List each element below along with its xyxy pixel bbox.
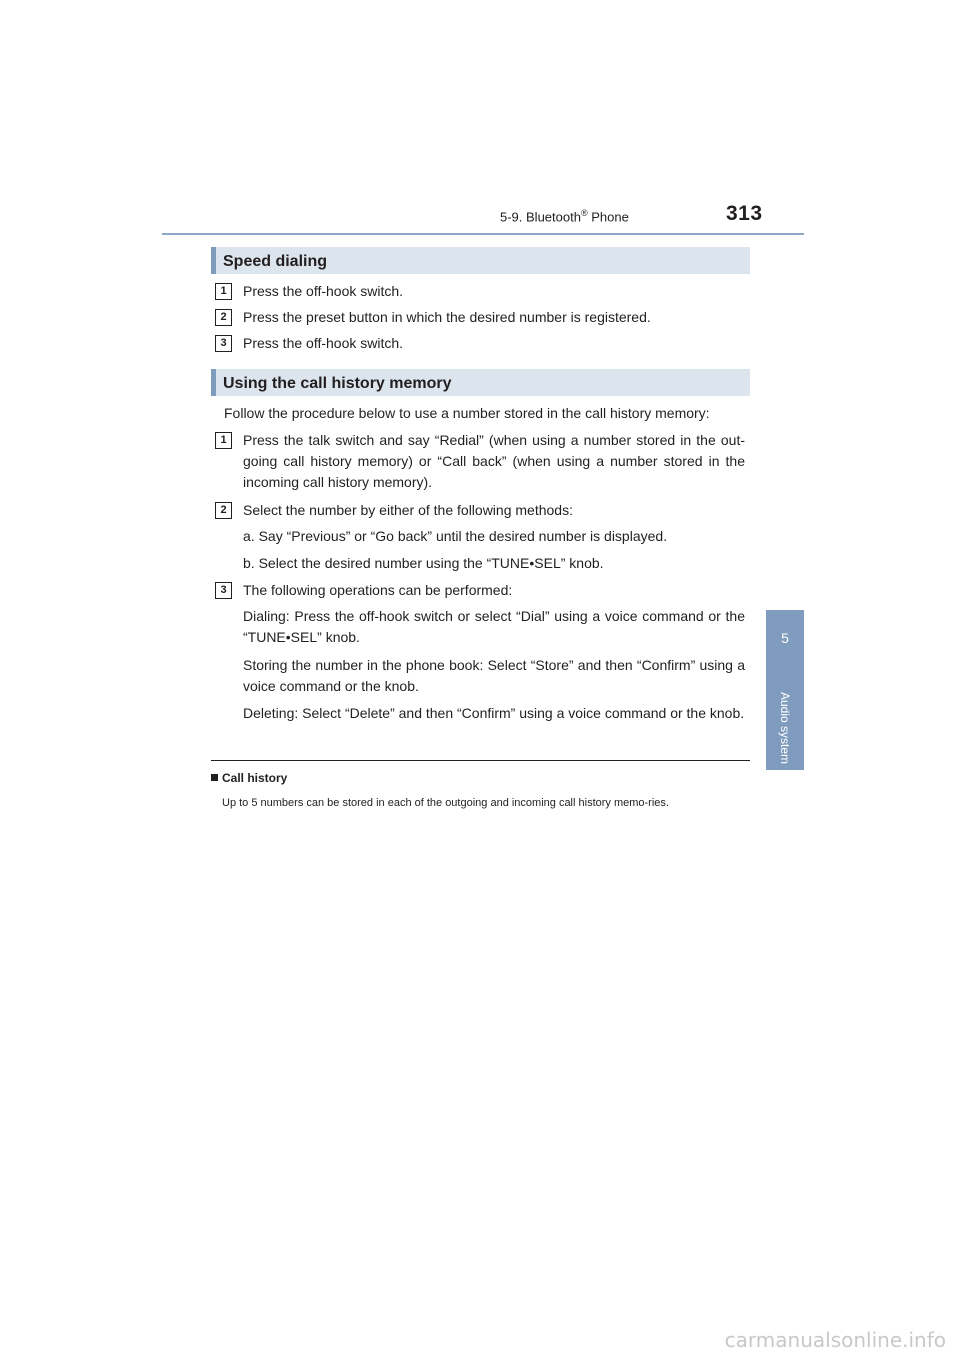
operation-storing: Storing the number in the phone book: Select “Store” and then “Confirm” using a voice command or the knob. bbox=[243, 657, 745, 694]
section-heading-text: Speed dialing bbox=[223, 253, 328, 270]
chapter-number: 5 bbox=[781, 630, 789, 646]
step-text: Press the off-hook switch. bbox=[243, 335, 404, 351]
step-text: The following operations can be performed: bbox=[243, 582, 513, 598]
page-number: 313 bbox=[726, 202, 763, 225]
notes-divider bbox=[211, 760, 750, 761]
chapter-label: Audio system bbox=[778, 691, 792, 765]
note-heading-text: Call history bbox=[222, 771, 288, 785]
step-number: 3 bbox=[215, 582, 232, 599]
registered-mark: ® bbox=[580, 208, 588, 218]
step-number: 1 bbox=[215, 432, 232, 449]
header-section-suffix: Phone bbox=[587, 209, 629, 225]
step-text: Press the talk switch and say “Redial” (when using a number stored in the out-going call history memory) or “Call back” (when using a number stored in the incoming call history memory). bbox=[243, 432, 745, 490]
method-a: a. Say “Previous” or “Go back” until the desired number is displayed. bbox=[243, 528, 668, 544]
heading-accent-bar bbox=[211, 247, 216, 274]
heading-accent-bar bbox=[211, 369, 216, 396]
section-heading-speed-dialing bbox=[211, 247, 750, 274]
note-body: Up to 5 numbers can be stored in each of the outgoing and incoming call history memo-ries. bbox=[222, 797, 669, 809]
step-text: Press the preset button in which the desired number is registered. bbox=[243, 309, 651, 325]
header-rule bbox=[162, 233, 804, 235]
chapter-label-box bbox=[766, 690, 804, 766]
header-section: 5-9. Bluetooth bbox=[500, 209, 581, 225]
bullet-square-icon bbox=[211, 774, 218, 781]
step-number: 3 bbox=[215, 335, 232, 352]
step-number: 1 bbox=[215, 283, 232, 300]
section-heading-text: Using the call history memory bbox=[223, 375, 452, 392]
step-number: 2 bbox=[215, 502, 232, 519]
watermark: carmanualsonline.info bbox=[724, 1328, 946, 1352]
method-b: b. Select the desired number using the “TUNE•SEL” knob. bbox=[243, 555, 604, 571]
step-text: Select the number by either of the following methods: bbox=[243, 502, 573, 518]
step-number: 2 bbox=[215, 309, 232, 326]
running-header bbox=[500, 208, 629, 224]
note-heading bbox=[211, 771, 287, 785]
operation-dialing: Dialing: Press the off-hook switch or select “Dial” using a voice command or the “TUNE•SEL” knob. bbox=[243, 608, 745, 645]
operation-deleting: Deleting: Select “Delete” and then “Confirm” using a voice command or the knob. bbox=[243, 705, 745, 721]
section-heading-call-history bbox=[211, 369, 750, 396]
step-text: Press the off-hook switch. bbox=[243, 283, 404, 299]
intro-text: Follow the procedure below to use a number stored in the call history memory: bbox=[224, 405, 710, 421]
